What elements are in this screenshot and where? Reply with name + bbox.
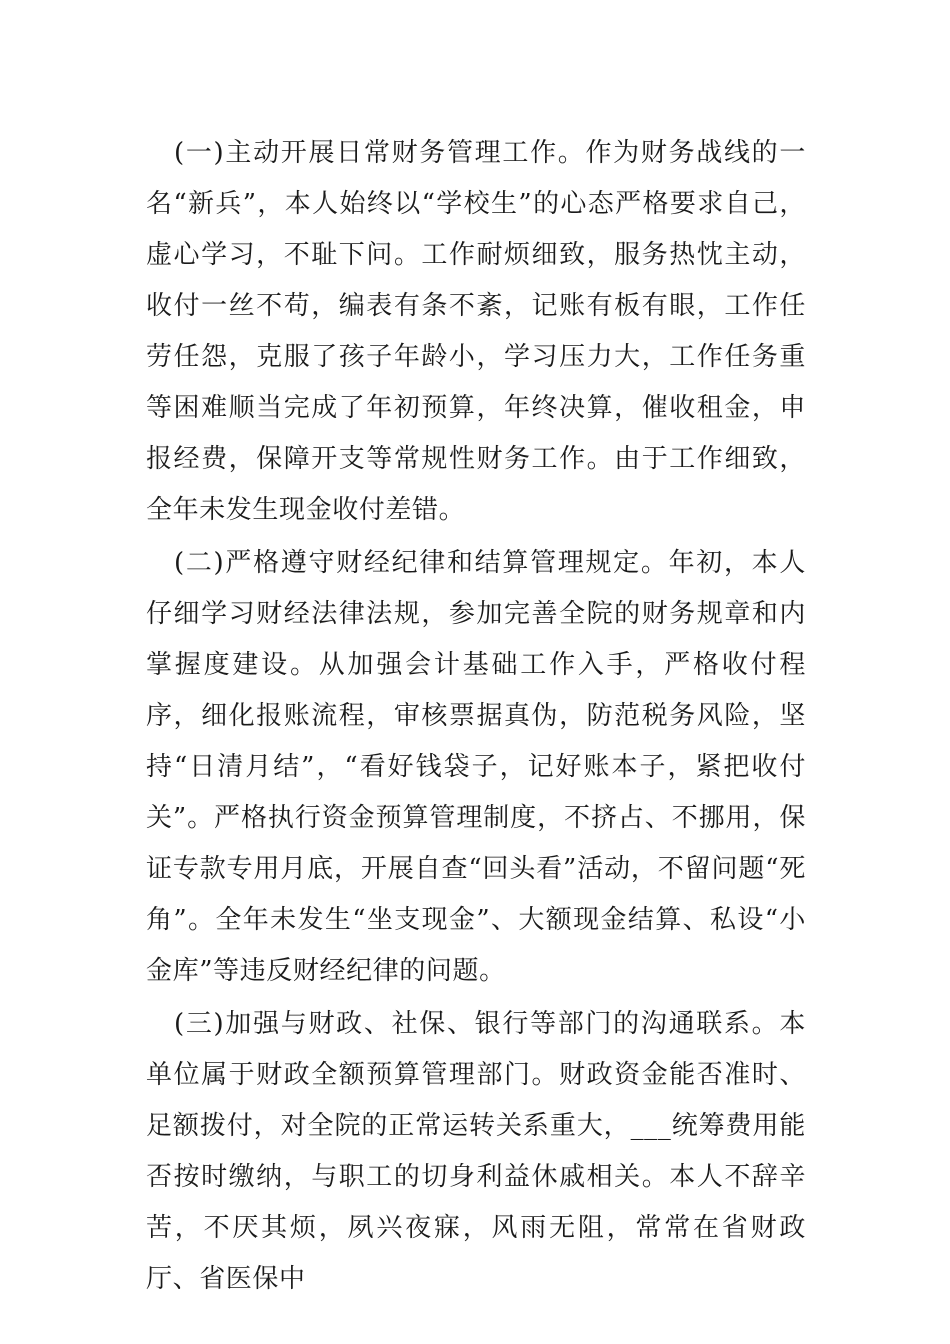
paragraph-department-communication: (三)加强与财政、社保、银行等部门的沟通联系。本单位属于财政全额预算管理部门。财政资金能否准时、足额拨付，对全院的正常运转关系重大，___统筹费用能否按时缴纳，与职工的切身利益休戚相关。本人不辞辛苦，不厌其烦，夙兴夜寐，风雨无阻，常常在省财政厅、省医保中 <box>146 1009 806 1294</box>
paragraph-daily-finance-work: (一)主动开展日常财务管理工作。作为财务战线的一名“新兵”，本人始终以“学校生”的心态严格要求自己，虚心学习，不耻下问。工作耐烦细致，服务热忱主动，收付一丝不苟，编表有条不紊，记账有板有眼，工作任劳任怨，克服了孩子年龄小，学习压力大，工作任务重等困难顺当完成了年初预算，年终决算，催收租金，申报经费，保障开支等常规性财务工作。由于工作细致，全年未发生现金收付差错。 <box>146 138 806 525</box>
document-body <box>146 128 806 1307</box>
paragraph-financial-discipline: (二)严格遵守财经纪律和结算管理规定。年初，本人仔细学习财经法律法规，参加完善全院的财务规章和内掌握度建设。从加强会计基础工作入手，严格收付程序，细化报账流程，审核票据真伪，防范税务风险，坚持“日清月结”，“看好钱袋子，记好账本子，紧把收付关”。严格执行资金预算管理制度，不挤占、不挪用，保证专款专用月底，开展自查“回头看”活动，不留问题“死角”。全年未发生“坐支现金”、大额现金结算、私设“小金库”等违反财经纪律的问题。 <box>146 548 806 986</box>
